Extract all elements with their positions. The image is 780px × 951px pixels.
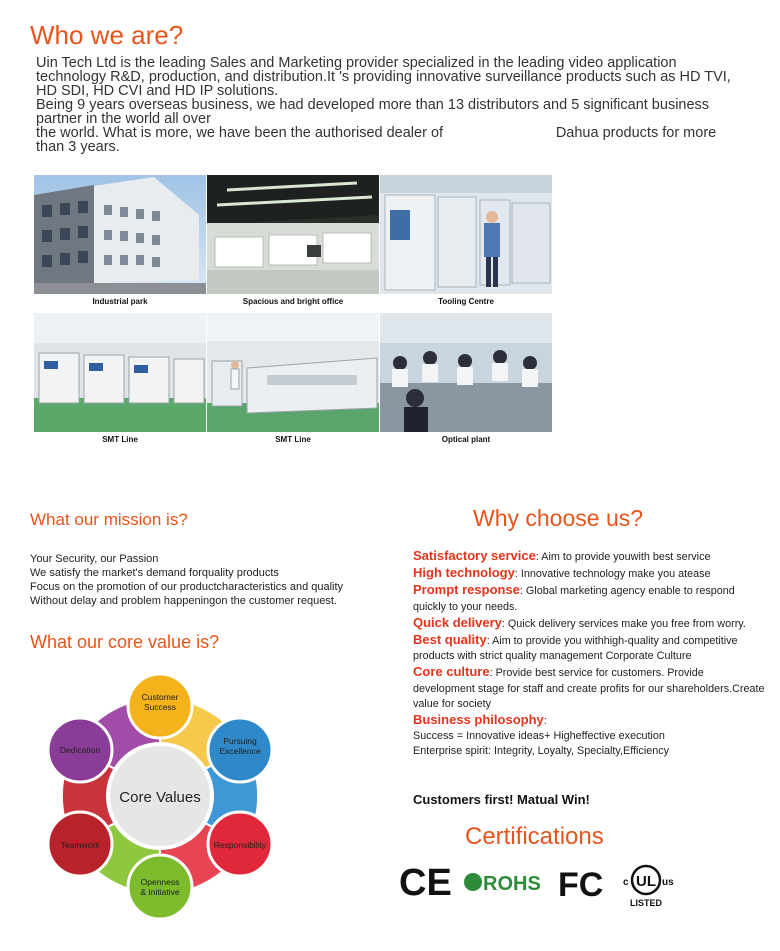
smt-line-photo [207, 313, 379, 432]
photo-caption: Optical plant [441, 435, 491, 444]
intro-text [36, 56, 736, 154]
core-value-title: What our core value is? [30, 632, 220, 652]
fc-mark-icon [558, 866, 603, 904]
industrial-park-photo [34, 175, 206, 294]
page-title: Who we are? [30, 20, 184, 50]
why-item: Satisfactory service: Aim to provide youwith best service [413, 548, 711, 563]
mission-title: What our mission is? [30, 510, 188, 529]
mission-line: Focus on the promotion of our productcharacteristics and quality [30, 581, 344, 593]
ul-listed-mark-icon [623, 866, 674, 908]
intro-paragraph: Being 9 years overseas business, we had developed more than 13 distributors and 5 significant business partner in the world all over [36, 97, 710, 127]
optical-plant-photo [380, 313, 552, 432]
office-photo [207, 175, 379, 294]
certifications-title: Certifications [465, 823, 604, 850]
why-title: Why choose us? [473, 505, 644, 531]
why-list [413, 548, 768, 760]
core-values-diagram [35, 665, 285, 927]
petal-label: Dedication [59, 745, 101, 755]
philosophy-line: Success = Innovative ideas+ Higheffective execution [413, 730, 665, 743]
why-item: Quick delivery: Quick delivery services make you free from worry. [413, 614, 746, 630]
certification-logos [395, 855, 695, 910]
philosophy-line: Enterprise spirit: Integrity, Loyalty, Specialty,Efficiency [413, 745, 670, 758]
intro-paragraph: the world. What is more, we have been the authorised dealer of Dahua products for more than 3 years. [36, 125, 721, 155]
svg-text:c: c [623, 877, 629, 888]
slogan: Customers first! Matual Win! [413, 792, 590, 807]
mission-line: Your Security, our Passion [30, 553, 159, 565]
svg-text:ROHS: ROHS [483, 873, 541, 895]
mission-line: Without delay and problem happeningon the customer request. [30, 595, 337, 607]
photo-caption: SMT Line [102, 435, 138, 444]
photo-caption: SMT Line [275, 435, 311, 444]
petal-label: Customer Success [141, 692, 179, 712]
why-item: Core culture: Provide best service for customers. Provide development stage for staff and create profits for our shareholders.Create value for society [413, 664, 765, 710]
petal-label: Teamwork [60, 840, 100, 850]
photo-caption: Tooling Centre [438, 297, 494, 306]
petal-label: Responsibility [213, 840, 267, 850]
ce-mark-icon [399, 862, 452, 904]
svg-text:FC: FC [558, 866, 604, 904]
why-item: High technology: Innovative technology make you atease [413, 565, 711, 581]
rohs-mark-icon [464, 873, 541, 895]
svg-text:CE: CE [399, 862, 452, 904]
why-item: Best quality: Aim to provide you withhigh-quality and competitive products with strict quality management Corporate Culture [413, 632, 738, 663]
petal-label: Openness & Initiative [140, 877, 180, 897]
core-values-center: Core Values [119, 789, 201, 806]
why-item: Business philosophy: [413, 712, 547, 728]
why-item: Prompt response: Global marketing agency enable to respond quickly to your needs. [413, 582, 735, 613]
smt-line-photo [34, 313, 206, 432]
mission-list [30, 552, 343, 608]
photo-caption: Industrial park [92, 297, 148, 306]
mission-line: We satisfy the market's demand forquality products [30, 567, 279, 579]
svg-text:UL: UL [636, 873, 656, 890]
petal-label: Pursuing Excellence [219, 736, 261, 756]
intro-paragraph: Uin Tech Ltd is the leading Sales and Marketing provider specialized in the leading video application technology R&D, production, and distribution.It 's providing innovative surveillance products such as HD TVI, HD SDI, HD CVI and HD IP solutions. [36, 55, 731, 99]
tooling-centre-photo [380, 175, 552, 294]
svg-text:us: us [662, 877, 674, 888]
photo-caption: Spacious and bright office [242, 297, 344, 306]
svg-text:LISTED: LISTED [629, 898, 663, 908]
